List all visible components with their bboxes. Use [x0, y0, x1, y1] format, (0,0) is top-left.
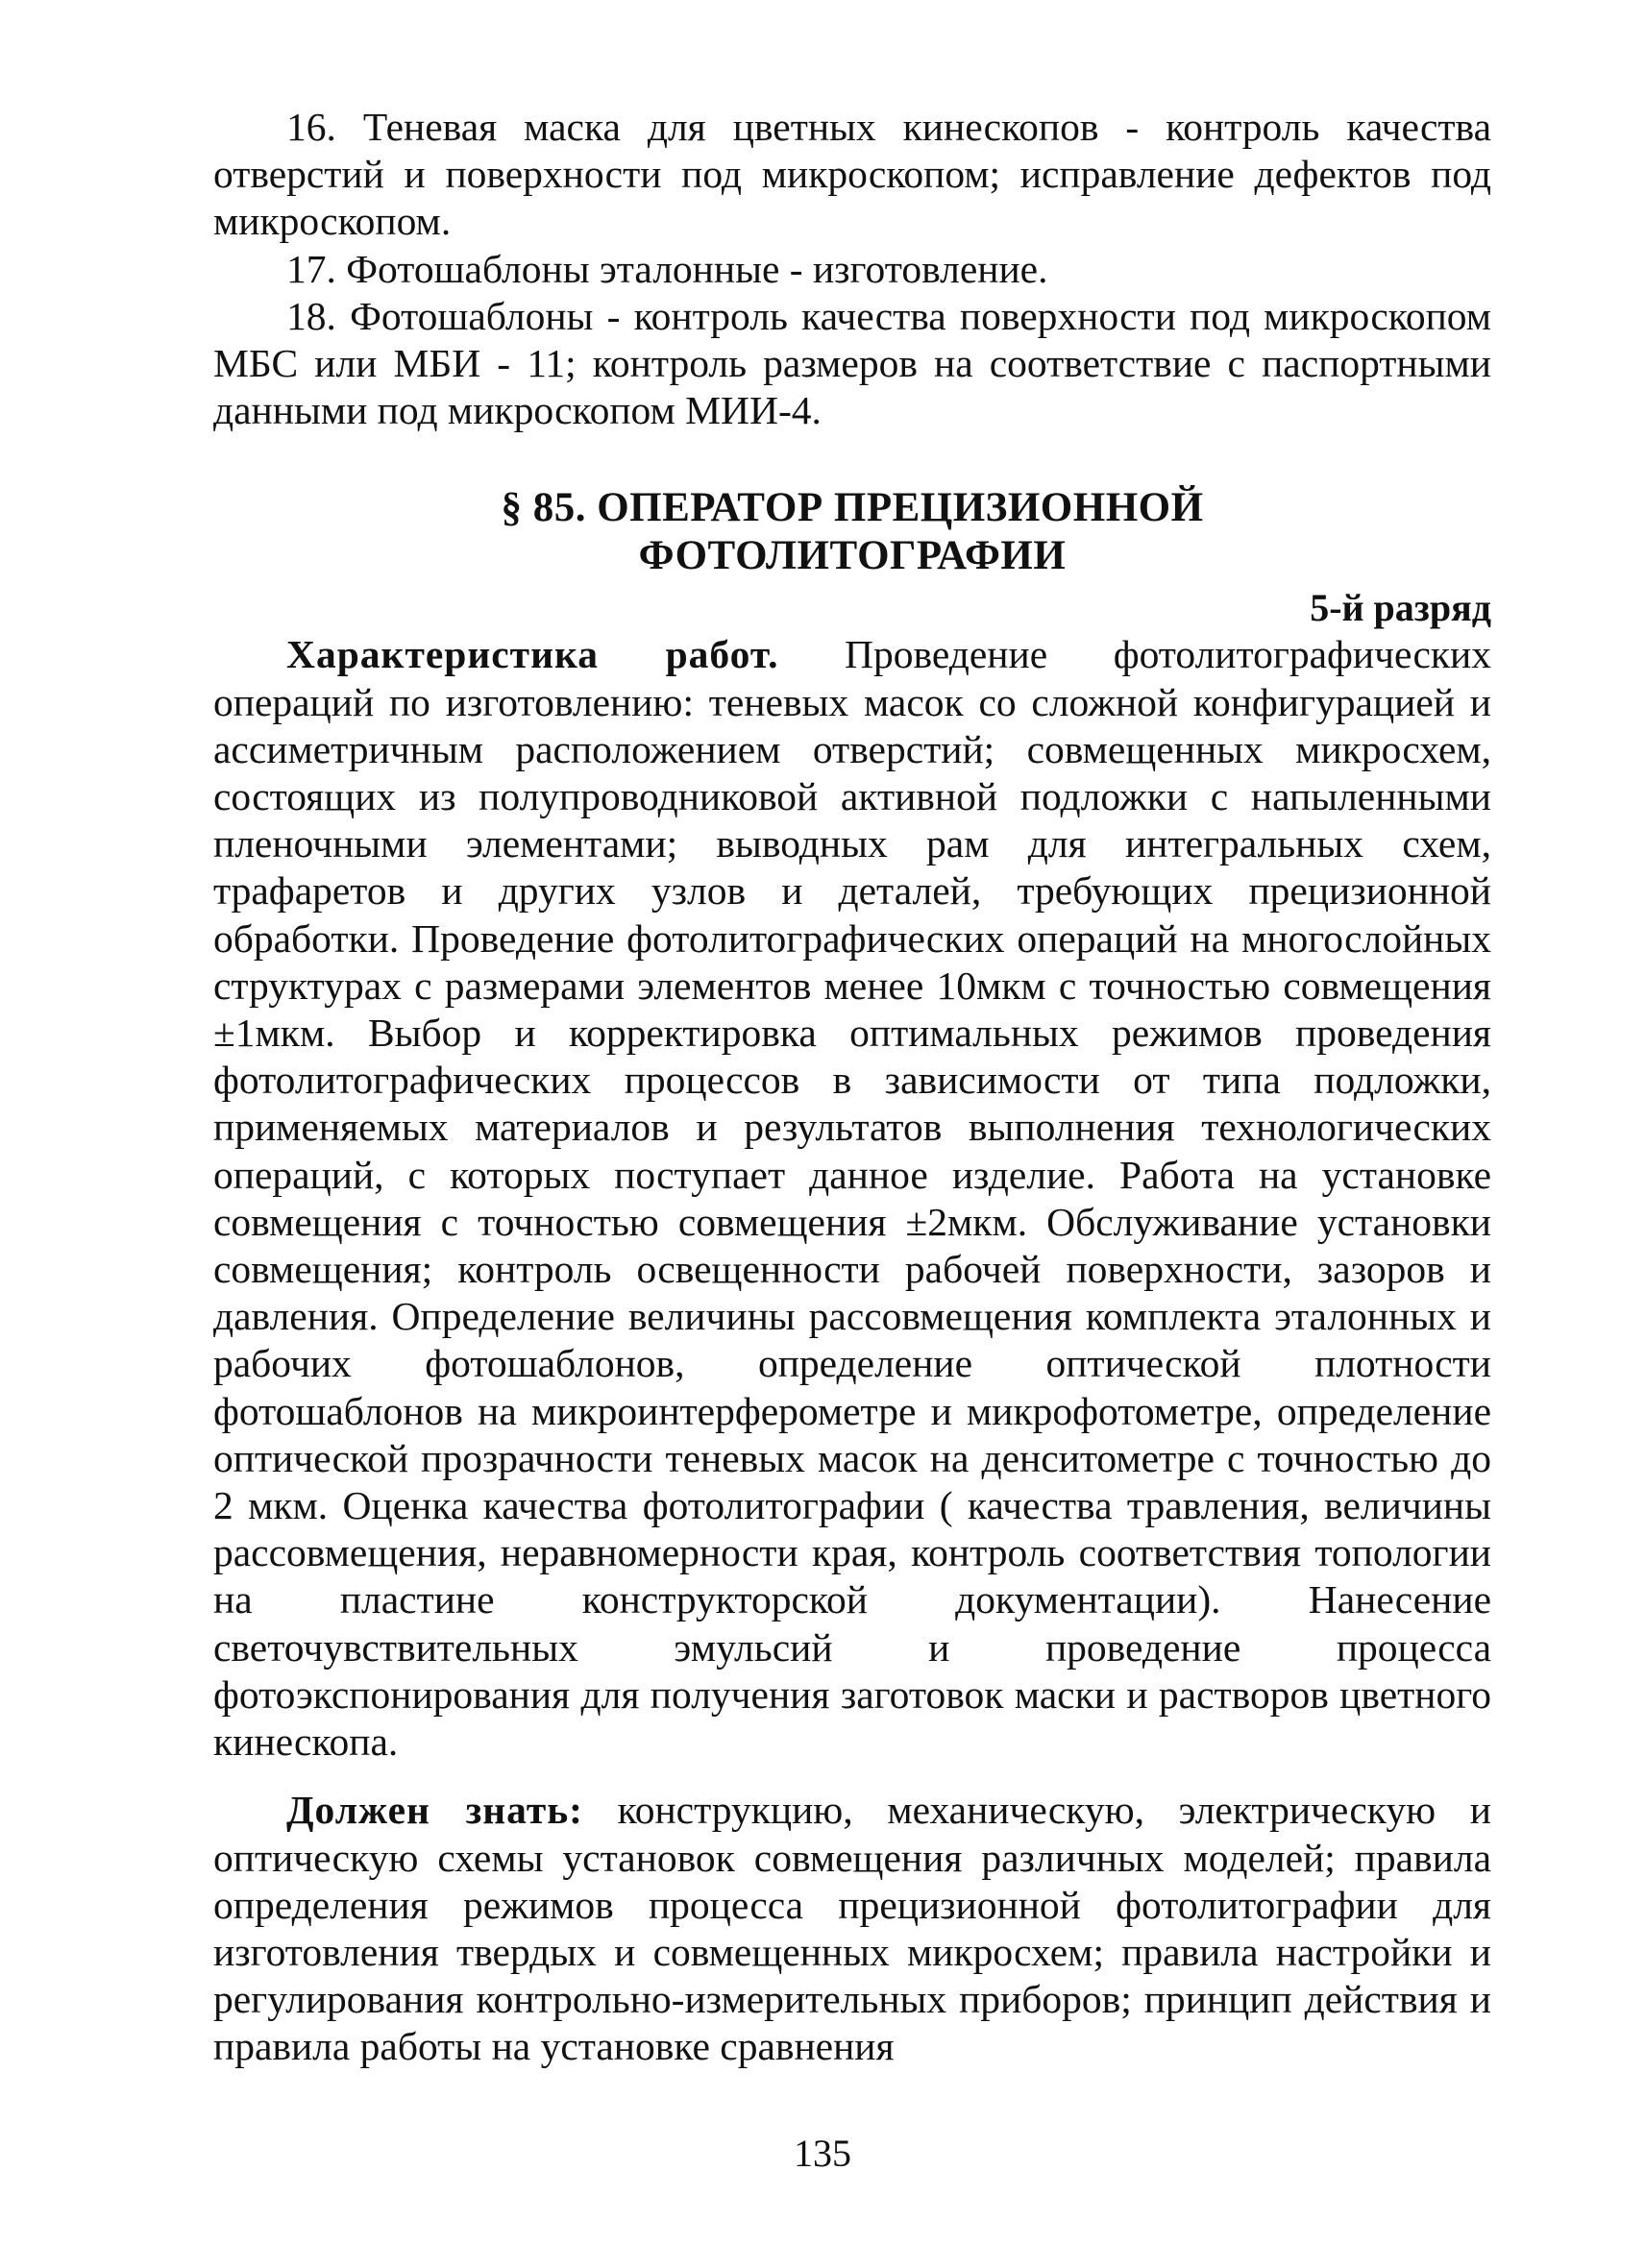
characteristics-text: Проведение фотолитографических операций по изготовлению: теневых масок со сложной конфигурацией и ассиметричным расположением отверстий; совмещенных микросхем, состоящих из полупроводниковой активной подложки с напыленными пленочными элементами; выводных рам для интегральных схем, трафаретов и других узлов и деталей, требующих прецизионной обработки. Проведение фотолитографических операций на многослойных структурах с размерами элементов менее 10мкм с точностью совмещения ±1мкм. Выбор и корректировка оптимальных режимов проведения фотолитографических процессов в зависимости от типа подложки, применяемых материалов и результатов выполнения технологических операций, с которых поступает данное изделие. Работа на установке совмещения с точностью совмещения ±2мкм. Обслуживание установки совмещения; контроль освещенности рабочей поверхности, зазоров и давления. Определение величины рассовмещения комплекта эталонных и рабочих фотошаблонов, определение оптической плотности фотошаблонов на микроинтерферометре и микрофотометре, определение оптической прозрачности теневых масок на денситометре с точностью до 2 мкм. Оценка качества фотолитографии ( качества травления, величины рассовмещения, неравномерности края, контроль соответствия топологии на пластине конструкторской документации). Нанесение светочувствительных эмульсий и проведение процесса фотоэкспонирования для получения заготовок маски и растворов цветного кинескопа. — [213, 632, 1491, 1765]
list-item-18: 18. Фотошаблоны - контроль качества поверхности под микроскопом МБС или МБИ - 11; контроль размеров на соответствие с паспортными данными под микроскопом МИИ-4. — [213, 293, 1491, 433]
grade-label: 5-й разряд — [1310, 586, 1491, 630]
list-item-17: 17. Фотошаблоны эталонные - изготовление. — [286, 246, 1048, 291]
characteristics-paragraph — [213, 631, 1491, 1766]
spacer — [213, 1766, 1491, 1787]
must-know-text: конструкцию, механическую, электрическую и оптическую схемы установок совмещения различных моделей; правила определения режимов процесса прецизионной фотолитографии для изготовления твердых и совмещенных микросхем; правила настройки и регулирования контрольно-измерительных приборов; принцип действия и правила работы на установке сравнения — [213, 1788, 1491, 2069]
must-know-lead: Должен знать: — [286, 1788, 583, 1833]
list-item-16: 16. Теневая маска для цветных кинескопов - контроль качества отверстий и поверхности под микроскопом; исправление дефектов под микроскопом. — [213, 105, 1491, 244]
must-know-paragraph — [213, 1787, 1491, 2070]
section-title-line-2: ФОТОЛИТОГРАФИИ — [638, 533, 1067, 579]
page-number: 135 — [794, 2132, 851, 2175]
page-body — [213, 104, 1491, 2071]
section-title-line-1: § 85. ОПЕРАТОР ПРЕЦИЗИОННОЙ — [501, 485, 1204, 531]
characteristics-lead: Характеристика работ. — [286, 632, 779, 677]
spacer — [213, 434, 1491, 484]
